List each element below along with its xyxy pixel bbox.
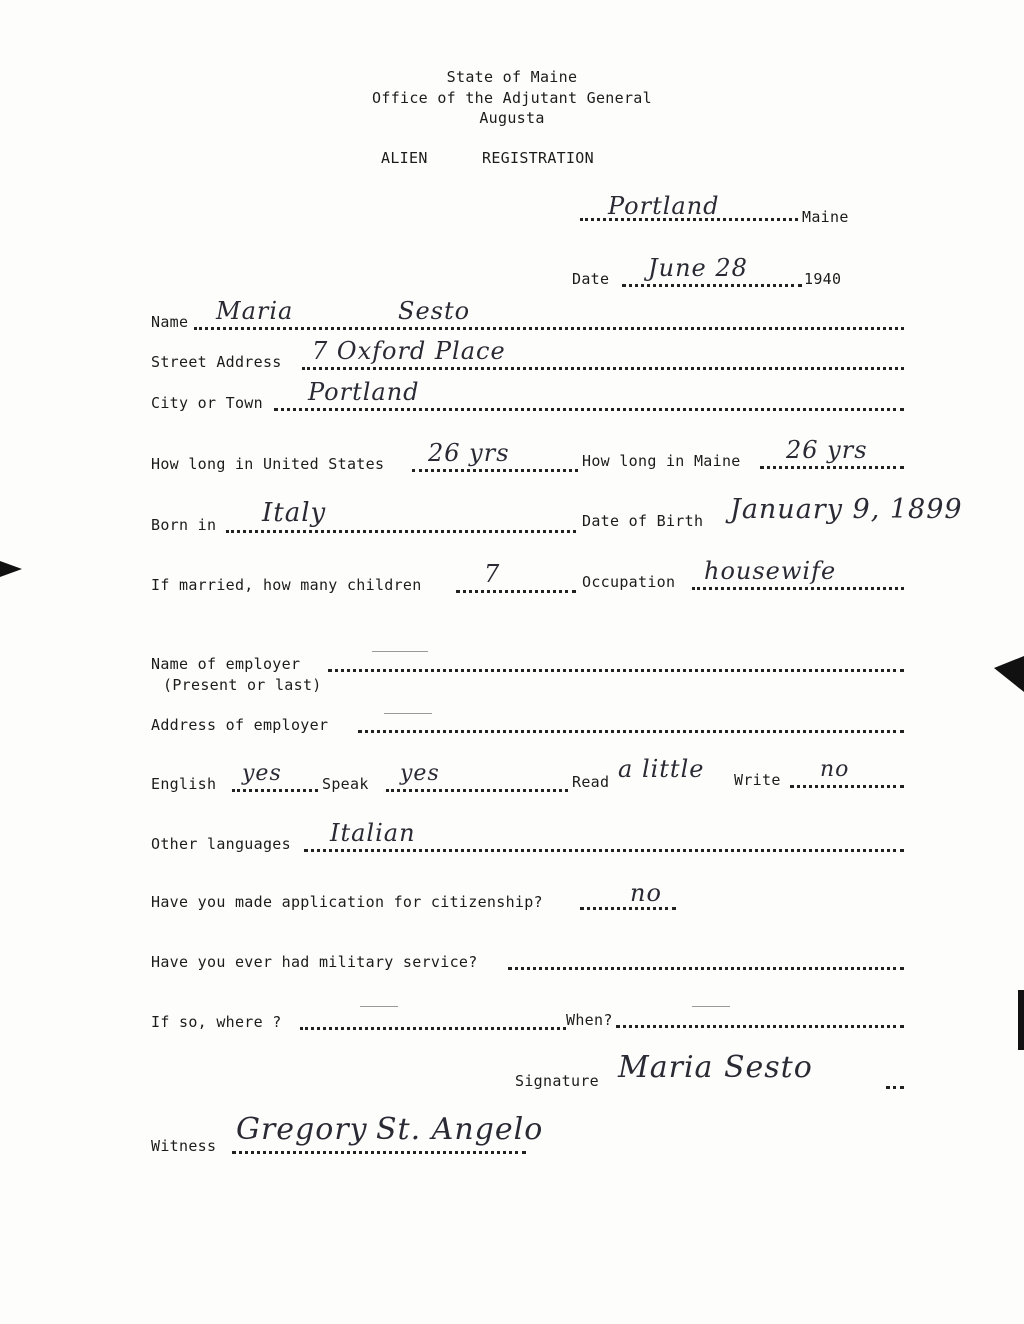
english-dots xyxy=(232,789,318,792)
where-dash xyxy=(360,1006,398,1007)
occupation-value: housewife xyxy=(704,557,837,585)
speak-value: yes xyxy=(400,761,440,786)
employer-dots xyxy=(328,669,904,672)
children-dots xyxy=(456,590,576,593)
where-label: If so, where ? xyxy=(151,1013,282,1031)
witness-dots xyxy=(232,1151,526,1154)
title-registration: REGISTRATION xyxy=(482,149,594,167)
military-label: Have you ever had military service? xyxy=(151,953,478,971)
employer-sublabel: (Present or last) xyxy=(163,676,322,694)
us-years-value: 26 yrs xyxy=(428,439,510,467)
when-dots xyxy=(616,1025,904,1028)
title-alien: ALIEN xyxy=(381,149,428,167)
witness-label: Witness xyxy=(151,1137,217,1155)
header-city: Augusta xyxy=(479,109,545,127)
occupation-dots xyxy=(692,587,904,590)
dob-value: January 9, 1899 xyxy=(730,494,963,525)
other-languages-label: Other languages xyxy=(151,835,291,853)
left-edge-mark-icon xyxy=(0,561,22,577)
maine-years-label: How long in Maine xyxy=(582,452,741,470)
right-edge-mark-icon xyxy=(994,656,1024,692)
employer-label: Name of employer xyxy=(151,655,301,673)
date-label: Date xyxy=(572,270,610,288)
write-label: Write xyxy=(734,771,781,789)
header-state: State of Maine xyxy=(446,68,578,86)
maine-years-dots xyxy=(760,466,904,469)
citizenship-dots xyxy=(580,907,676,910)
english-label: English xyxy=(151,775,217,793)
name-label: Name xyxy=(151,313,189,331)
write-dots xyxy=(790,785,904,788)
born-dots xyxy=(226,530,576,533)
speak-label: Speak xyxy=(322,775,369,793)
speak-dots xyxy=(386,789,568,792)
citizenship-label: Have you made application for citizenship? xyxy=(151,893,543,911)
us-years-dots xyxy=(412,469,578,472)
witness-last: St. Angelo xyxy=(376,1112,544,1147)
write-value: no xyxy=(820,757,850,782)
header-office: Office of the Adjutant General xyxy=(372,89,652,107)
street-label: Street Address xyxy=(151,353,282,371)
maine-years-value: 26 yrs xyxy=(786,436,868,464)
right-edge-strip xyxy=(1018,990,1024,1050)
name-last: Sesto xyxy=(398,297,471,325)
location-town: Portland xyxy=(608,192,720,220)
location-state: Maine xyxy=(802,208,849,226)
date-value: June 28 xyxy=(648,254,748,282)
employer-dash xyxy=(372,651,428,652)
military-dots xyxy=(508,967,904,970)
date-dots xyxy=(622,284,802,287)
other-languages-dots xyxy=(304,849,904,852)
name-dots xyxy=(194,327,904,330)
employer-address-label: Address of employer xyxy=(151,716,329,734)
city-label: City or Town xyxy=(151,394,263,412)
children-label: If married, how many children xyxy=(151,576,422,594)
citizenship-value: no xyxy=(630,879,662,907)
employer-address-dots xyxy=(358,730,904,733)
children-value: 7 xyxy=(484,560,501,588)
street-dots xyxy=(302,367,904,370)
dob-label: Date of Birth xyxy=(582,512,704,530)
signature-value: Maria Sesto xyxy=(618,1050,813,1085)
read-value: a little xyxy=(618,755,705,783)
when-dash xyxy=(692,1006,730,1007)
date-year: 1940 xyxy=(804,270,842,288)
other-languages-value: Italian xyxy=(330,819,416,847)
employer-address-dash xyxy=(384,713,432,714)
when-label: When? xyxy=(566,1011,613,1029)
born-label: Born in xyxy=(151,516,217,534)
occupation-label: Occupation xyxy=(582,573,676,591)
witness-first: Gregory xyxy=(236,1112,368,1147)
where-dots xyxy=(300,1027,566,1030)
read-label: Read xyxy=(572,773,610,791)
city-dots xyxy=(274,408,904,411)
name-first: Maria xyxy=(216,297,294,325)
us-years-label: How long in United States xyxy=(151,455,385,473)
street-value: 7 Oxford Place xyxy=(312,337,506,365)
english-value: yes xyxy=(242,761,282,786)
signature-label: Signature xyxy=(515,1072,599,1090)
born-value: Italy xyxy=(262,498,327,528)
signature-dots xyxy=(886,1086,904,1089)
city-value: Portland xyxy=(308,378,420,406)
